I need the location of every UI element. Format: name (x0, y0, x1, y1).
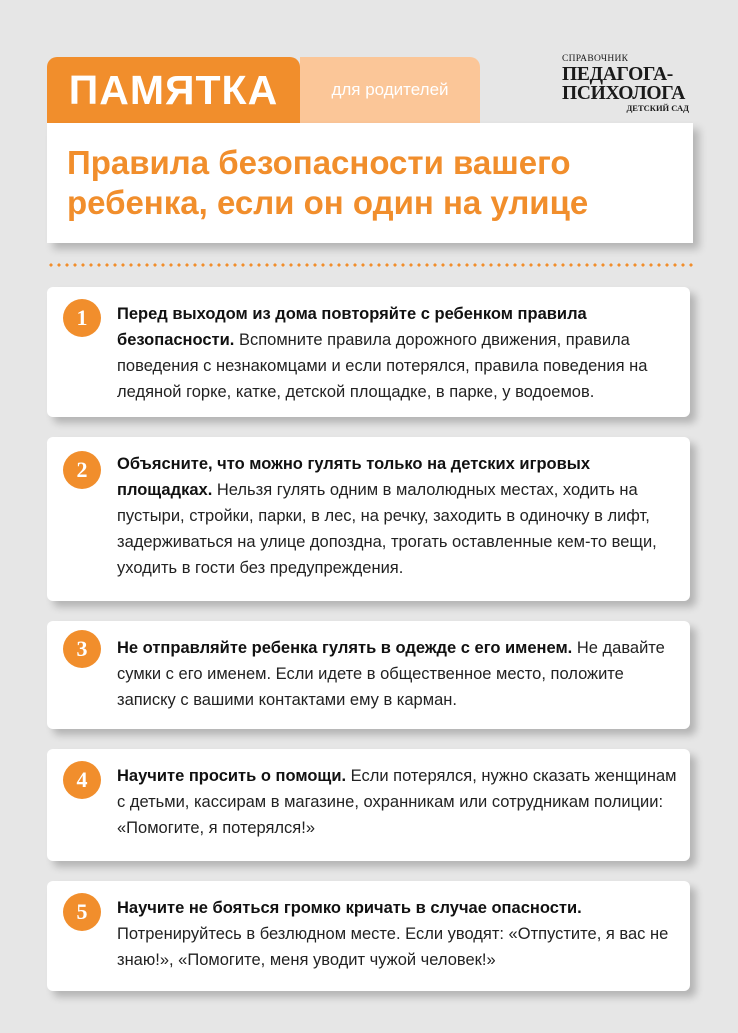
memo-header-subtitle: для родителей (300, 57, 480, 123)
rule-bold-text: Объясните, что можно гулять только на детских игровых площадках. (117, 455, 591, 499)
rule-card-2 (47, 437, 690, 601)
page-title-line-2: ребенка, если он один на улице (67, 184, 589, 221)
rule-text (117, 635, 677, 713)
logo-line-1: СПРАВОЧНИК (562, 54, 629, 64)
rule-bold-text: Научите просить о помощи. (117, 767, 347, 785)
rule-card-5 (47, 881, 690, 991)
dotted-divider (47, 263, 693, 267)
rule-body-text: Если потерялся, нужно сказать женщинам с детьми, кассирам в магазине, охранникам или сотрудникам полиции: «Помогите, я потерялся!» (117, 767, 677, 837)
rule-text (117, 763, 677, 841)
rule-body-text: Не давайте сумки с его именем. Если идете в общественное место, положите записку с вашими контактами ему в карман. (117, 639, 665, 709)
rule-card-3 (47, 621, 690, 729)
publisher-logo (562, 54, 697, 113)
page-title (67, 143, 677, 223)
rule-text (117, 301, 677, 405)
rule-number-badge: 5 (63, 893, 101, 931)
rule-number-badge: 2 (63, 451, 101, 489)
rule-body-text: Вспомните правила дорожного движения, правила поведения с незнакомцами и если потерялся, правила поведения на ледяной горке, катке, детской площадке, в парке, у водоемов. (117, 331, 648, 401)
rule-number-badge: 1 (63, 299, 101, 337)
logo-line-4: ДЕТСКИЙ САД (626, 103, 689, 113)
rule-number-badge: 4 (63, 761, 101, 799)
rule-text (117, 451, 677, 581)
rule-text (117, 895, 677, 973)
rule-bold-text: Не отправляйте ребенка гулять в одежде с его именем. (117, 639, 573, 657)
rule-body-text: Потренируйтесь в безлюдном месте. Если уводят: «Отпустите, я вас не знаю!», «Помогите, меня уводит чужой человек!» (117, 925, 669, 969)
rule-card-4 (47, 749, 690, 861)
rule-card-1 (47, 287, 690, 417)
logo-line-2: ПЕДАГОГА- (562, 64, 673, 85)
rule-bold-text: Перед выходом из дома повторяйте с ребенком правила безопасности. (117, 305, 587, 349)
rule-body-text: Нельзя гулять одним в малолюдных местах, ходить на пустыри, стройки, парки, в лес, на речку, заходить в одиночку в лифт, задерживаться на улице допоздна, трогать оставленные кем-то вещи, уходить в гости без предупреждения. (117, 481, 657, 577)
memo-header-title: ПАМЯТКА (47, 57, 300, 123)
logo-line-3: ПСИХОЛОГА (562, 83, 686, 104)
rule-bold-text: Научите не бояться громко кричать в случае опасности. (117, 899, 582, 917)
rule-number-badge: 3 (63, 630, 101, 668)
page-title-line-1: Правила безопасности вашего (67, 144, 571, 181)
title-box (47, 123, 693, 243)
